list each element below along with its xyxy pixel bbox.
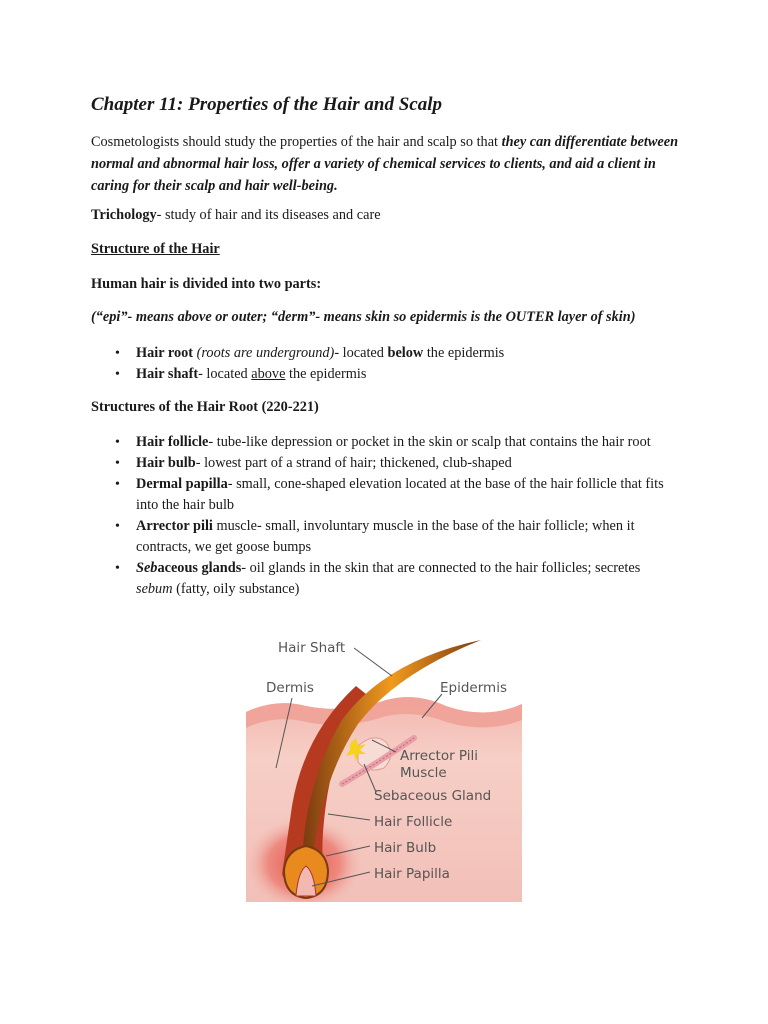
item-term: Hair shaft — [136, 366, 199, 382]
label-muscle: Muscle — [400, 765, 447, 781]
label-dermis: Dermis — [266, 680, 314, 696]
leader-line — [354, 648, 392, 676]
item-key: below — [387, 345, 424, 361]
item-text: - located — [334, 345, 388, 361]
epi-note: (“epi”- means above or outer; “derm”- means skin so epidermis is the OUTER layer of skin) — [91, 309, 636, 325]
list-item — [115, 558, 675, 600]
list-item — [115, 453, 675, 474]
item-text: - located — [198, 366, 252, 382]
label-sebaceous-gland: Sebaceous Gland — [374, 788, 492, 804]
item-text: - oil glands in the skin that are connected to the hair follicles; secretes — [241, 560, 641, 576]
item-term: Dermal papilla — [136, 476, 228, 492]
page-title: Chapter 11: Properties of the Hair and Scalp — [91, 94, 442, 115]
label-hair-papilla: Hair Papilla — [374, 866, 450, 882]
root-structures-list — [115, 432, 675, 600]
item-text: - tube-like depression or pocket in the skin or scalp that contains the hair root — [208, 434, 651, 450]
list-item — [115, 364, 675, 385]
trichology-term: Trichology — [91, 207, 157, 223]
trichology-definition — [91, 207, 381, 224]
item-term: Hair root — [136, 345, 194, 361]
intro-emphasis: they can differentiate between normal and abnormal hair loss, offer a variety of chemical services to clients, and aid a client in caring for their scalp and hair well-being. — [91, 134, 679, 194]
item-text: (fatty, oily substance) — [172, 581, 300, 597]
trichology-text: - study of hair and its diseases and care — [156, 207, 381, 223]
label-hair-shaft: Hair Shaft — [278, 640, 346, 656]
item-term: Seb — [136, 560, 158, 576]
item-text: the epidermis — [423, 345, 505, 361]
item-text: the epidermis — [285, 366, 367, 382]
list-item — [115, 474, 675, 516]
label-arrector-pili: Arrector Pili — [400, 748, 479, 764]
two-parts-heading: Human hair is divided into two parts: — [91, 276, 322, 292]
hair-parts-list — [115, 343, 675, 385]
item-text: - small, cone-shaped elevation located at the base of the hair follicle that fits into the hair bulb — [136, 476, 664, 513]
label-epidermis: Epidermis — [440, 680, 507, 696]
item-italic: sebum — [136, 581, 173, 597]
intro-lead: Cosmetologists should study the properties of the hair and scalp so that — [91, 134, 502, 150]
intro-paragraph — [91, 131, 691, 197]
item-term: Hair follicle — [136, 434, 209, 450]
item-term: Hair bulb — [136, 455, 196, 471]
item-key: above — [251, 366, 286, 382]
label-hair-bulb: Hair Bulb — [374, 840, 437, 856]
list-item — [115, 516, 675, 558]
item-term: Arrector pili — [136, 518, 213, 534]
hair-structure-diagram — [246, 634, 522, 902]
item-text: - lowest part of a strand of hair; thickened, club-shaped — [195, 455, 512, 471]
item-term: aceous glands — [157, 560, 242, 576]
structure-heading: Structure of the Hair — [91, 241, 220, 257]
root-heading: Structures of the Hair Root (220-221) — [91, 399, 319, 415]
label-hair-follicle: Hair Follicle — [374, 814, 453, 830]
list-item — [115, 432, 675, 453]
list-item — [115, 343, 675, 364]
item-text: muscle- small, involuntary muscle in the base of the hair follicle; when it contracts, we get goose bumps — [136, 518, 635, 555]
item-note: (roots are underground) — [193, 345, 335, 361]
